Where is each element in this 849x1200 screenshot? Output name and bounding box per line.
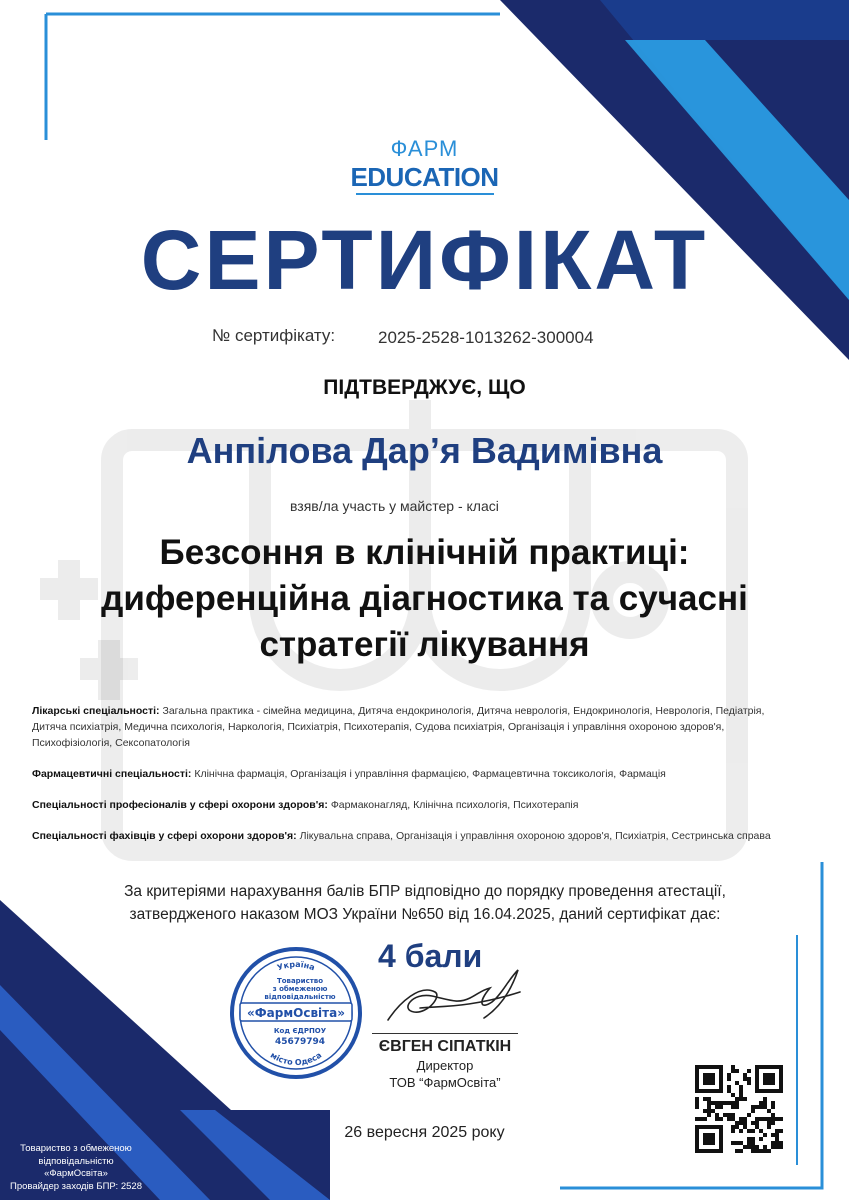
course-title bbox=[20, 530, 829, 668]
footer-line-2: відповідальністю bbox=[38, 1155, 114, 1167]
signer-position: Директор bbox=[416, 1058, 474, 1073]
stamp-line-1: Товариство bbox=[276, 977, 324, 985]
points-value: 4 бали bbox=[378, 938, 483, 974]
frame-top-left bbox=[46, 14, 500, 140]
issue-date: 26 вересня 2025 року bbox=[344, 1124, 505, 1141]
participation-text: взяв/ла участь у майстер - класі bbox=[290, 498, 499, 514]
signer-name: ЄВГЕН СІПАТКІН bbox=[378, 1038, 512, 1055]
specialty-label: Лікарські спеціальності: bbox=[32, 705, 160, 717]
page-title: СЕРТИФІКАТ bbox=[140, 213, 709, 307]
stamp-line-3: відповідальністю bbox=[264, 993, 336, 1001]
recipient-name: Анпілова Дар’я Вадимівна bbox=[186, 430, 663, 471]
criteria-text bbox=[40, 880, 810, 926]
certificate-number-label: № сертифікату: bbox=[212, 326, 336, 345]
stamp-line-2: з обмеженою bbox=[272, 985, 328, 993]
svg-text:місто Одеса bbox=[269, 1051, 323, 1068]
signer-organization: ТОВ “ФармОсвіта” bbox=[389, 1075, 501, 1090]
stamp-top-arc: Україна bbox=[275, 959, 317, 973]
stamp-code: 45679794 bbox=[274, 1037, 326, 1047]
specialty-label: Фармацевтичні спеціальності: bbox=[32, 768, 192, 780]
stamp-bottom-arc: місто Одеса bbox=[268, 1050, 324, 1068]
specialty-professionals bbox=[32, 797, 792, 813]
stamp-company-name: «ФармОсвіта» bbox=[247, 1006, 345, 1020]
footer-provider-info bbox=[6, 1143, 146, 1193]
course-title-line-2: диференційна діагностика та сучасні bbox=[101, 579, 748, 618]
course-title-line-3: стратегії лікування bbox=[259, 625, 590, 664]
specialty-text: Лікувальна справа, Організація і управління охороною здоров'я, Психіатрія, Сестринська справа bbox=[299, 830, 771, 842]
signature-icon bbox=[380, 962, 530, 1034]
stamp-code-label: Код ЄДРПОУ bbox=[273, 1027, 327, 1035]
specialty-doctors bbox=[32, 703, 792, 751]
footer-line-4: Провайдер заходів БПР: 2528 bbox=[10, 1180, 142, 1192]
logo-underline bbox=[356, 193, 494, 195]
company-stamp bbox=[228, 945, 364, 1081]
specialty-pharmacists bbox=[32, 766, 792, 782]
criteria-line-2: затвердженого наказом МОЗ України №650 від 16.04.2025, даний сертифікат дає: bbox=[129, 906, 721, 923]
logo-bottom-text: EDUCATION bbox=[350, 162, 499, 192]
specialty-label: Спеціальності професіоналів у сфері охорони здоров'я: bbox=[32, 799, 328, 811]
specialty-text: Клінічна фармація, Організація і управління фармацією, Фармацевтична токсикологія, Фармація bbox=[194, 768, 666, 780]
footer-line-3: «ФармОсвіта» bbox=[44, 1168, 108, 1179]
specialty-text: Фармаконагляд, Клінічна психологія, Психотерапія bbox=[330, 799, 579, 811]
specialty-label: Спеціальності фахівців у сфері охорони здоров'я: bbox=[32, 830, 297, 842]
certificate-number: 2025-2528-1013262-300004 bbox=[378, 328, 594, 347]
signature-line bbox=[372, 1033, 518, 1034]
criteria-line-1: За критеріями нарахування балів БПР відповідно до порядку проведення атестації, bbox=[124, 883, 726, 900]
svg-text:Україна bbox=[276, 960, 316, 972]
specialty-specialists bbox=[32, 828, 792, 844]
specialty-text: Загальна практика - сімейна медицина, Дитяча ендокринологія, Дитяча неврологія, Ендокринологія, Неврологія, Педіатрія, Дитяча психіатрія, Медична психологія, Наркологія, Психіатрія, Психотерапія, Судова психіатрія, Організація і управління охороною здоров'я, Психофізіологія, Сексопатологія bbox=[32, 705, 765, 749]
logo-top-text: ФАРМ bbox=[390, 136, 459, 161]
course-title-line-1: Безсоння в клінічній практиці: bbox=[159, 533, 690, 572]
footer-line-1: Товариство з обмеженою bbox=[20, 1143, 132, 1154]
confirm-text: ПІДТВЕРДЖУЄ, ЩО bbox=[323, 376, 526, 399]
